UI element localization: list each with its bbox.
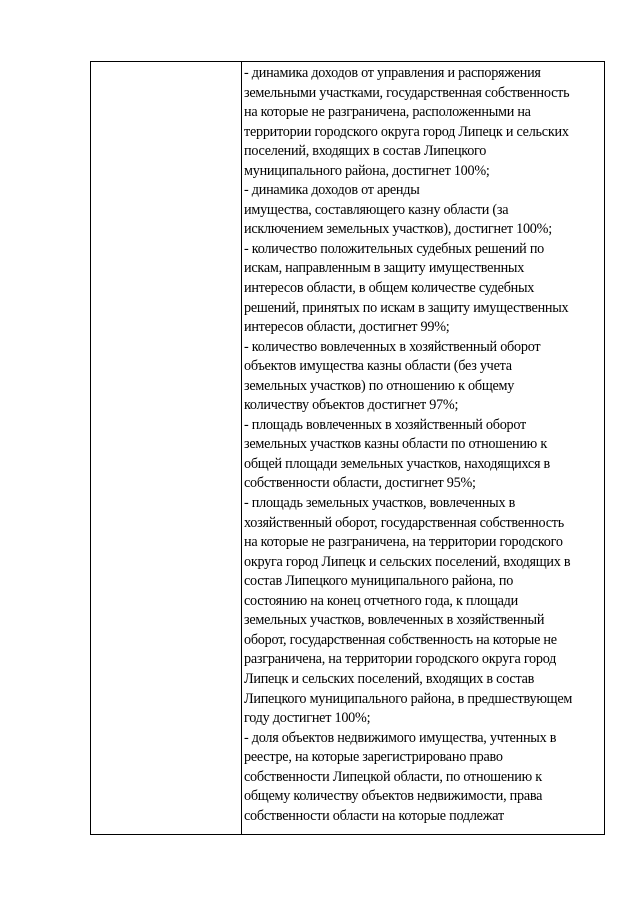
text-line: хозяйственный оборот, государственная собственность — [244, 514, 564, 531]
text-line: - площадь земельных участков, вовлеченных в — [244, 495, 516, 512]
text-line: - динамика доходов от аренды — [244, 182, 420, 199]
table-right-cell — [242, 62, 604, 834]
text-line: - динамика доходов от управления и распоряжения — [244, 65, 541, 81]
text-line: - доля объектов недвижимого имущества, учтенных в — [244, 729, 557, 746]
text-line: округа город Липецк и сельских поселений, входящих в — [244, 553, 571, 570]
text-line: земельных участков казны области по отношению к — [244, 436, 547, 453]
text-line: оборот, государственная собственность на которые не — [244, 631, 557, 648]
text-line: территории городского округа город Липецк и сельских — [244, 123, 569, 140]
text-line: имущества, составляющего казну области (за — [244, 201, 509, 218]
text-line: - количество положительных судебных решений по — [244, 240, 545, 257]
text-line: объектов имущества казны области (без учета — [244, 358, 512, 375]
text-line: - количество вовлеченных в хозяйственный оборот — [244, 338, 541, 355]
text-line: разграничена, на территории городского округа город — [244, 651, 557, 668]
text-line: искам, направленным в защиту имущественных — [244, 260, 525, 277]
text-line: собственности Липецкой области, по отношению к — [244, 768, 542, 785]
text-line: общему количеству объектов недвижимости, права — [244, 788, 543, 805]
text-line: земельных участков, вовлеченных в хозяйственный — [244, 612, 545, 629]
text-line: году достигнет 100%; — [244, 710, 371, 727]
text-line: состоянию на конец отчетного года, к площади — [244, 592, 518, 609]
text-line: состав Липецкого муниципального района, по — [244, 573, 514, 590]
text-line: собственности области, достигнет 95%; — [244, 475, 476, 492]
text-line: земельных участков) по отношению к общему — [244, 377, 515, 394]
text-line: интересов области, достигнет 99%; — [244, 319, 450, 336]
text-line: на которые не разграничена, расположенными на — [244, 104, 531, 121]
text-line: решений, принятых по искам в защиту имущественных — [244, 299, 569, 316]
text-line: муниципального района, достигнет 100%; — [244, 162, 490, 179]
text-line: Липецк и сельских поселений, входящих в состав — [244, 670, 535, 687]
text-line: общей площади земельных участков, находящихся в — [244, 455, 550, 472]
text-line: реестре, на которые зарегистрировано право — [244, 749, 503, 766]
table-left-cell — [91, 62, 242, 834]
text-line: количеству объектов достигнет 97%; — [244, 397, 459, 414]
text-line: собственности области на которые подлежат — [244, 807, 504, 824]
text-line: поселений, входящих в состав Липецкого — [244, 143, 487, 160]
text-line: земельными участками, государственная собственность — [244, 84, 570, 101]
text-line: на которые не разграничена, на территории городского — [244, 534, 563, 551]
text-line: исключением земельных участков), достигнет 100%; — [244, 221, 552, 238]
text-line: - площадь вовлеченных в хозяйственный оборот — [244, 416, 527, 433]
text-line: интересов области, в общем количестве судебных — [244, 280, 535, 297]
indicator-table — [90, 61, 605, 835]
text-line: Липецкого муниципального района, в предшествующем — [244, 690, 573, 707]
